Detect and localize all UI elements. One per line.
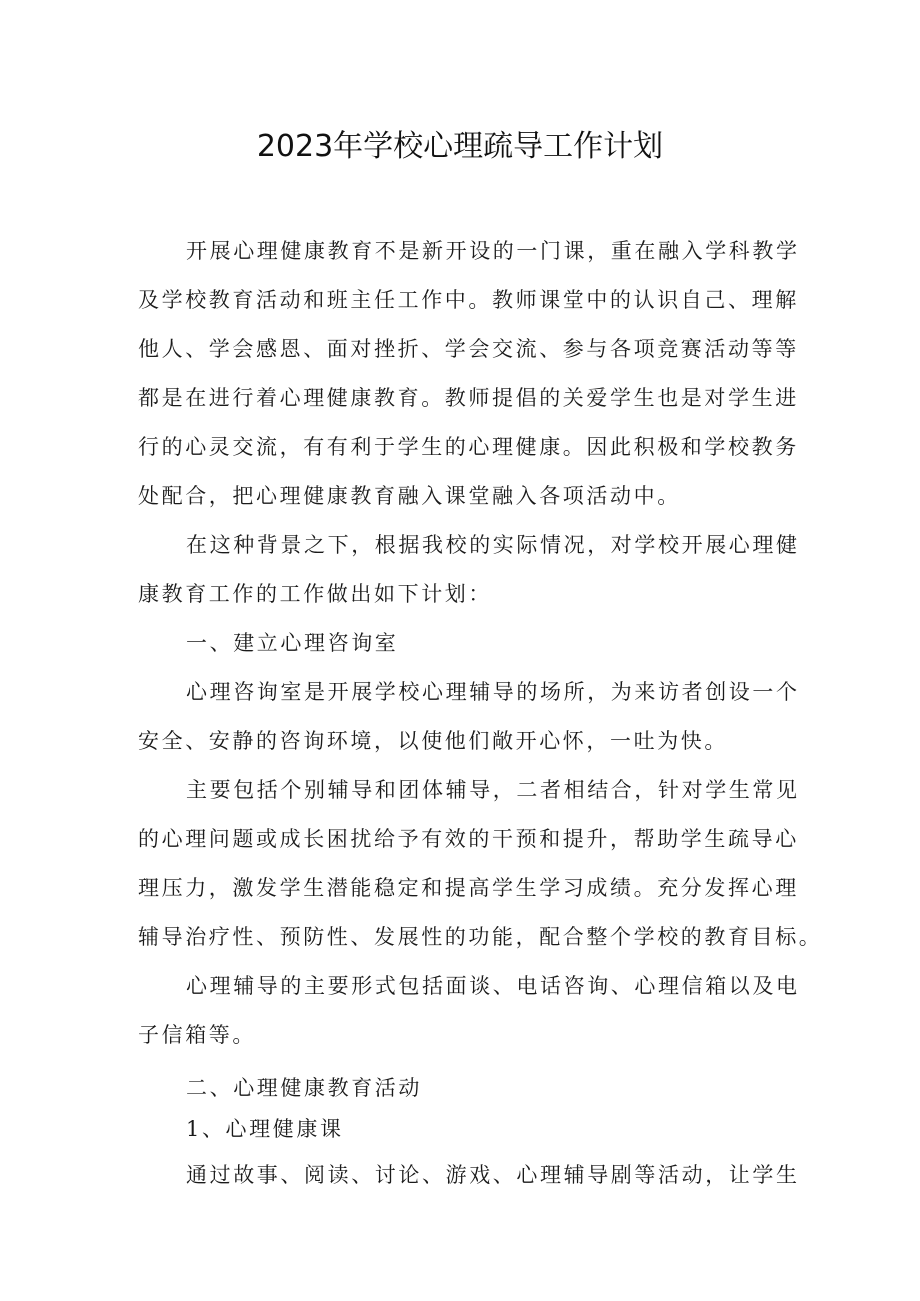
paragraph-line: 处配合，把心理健康教育融入课堂融入各项活动中。 — [138, 484, 681, 508]
paragraph-line: 安全、安静的咨询环境，以使他们敞开心怀，一吐为快。 — [138, 729, 728, 753]
paragraph-line: 及学校教育活动和班主任工作中。教师课堂中的认识自己、理解 — [138, 288, 799, 312]
paragraph-line: 通过故事、阅读、讨论、游戏、心理辅导剧等活动，让学生 — [186, 1163, 800, 1187]
paragraph-line: 辅导治疗性、预防性、发展性的功能，配合整个学校的教育目标。 — [138, 925, 823, 949]
document-title: 2023年学校心理疏导工作计划 — [256, 129, 664, 164]
paragraph-line: 心理辅导的主要形式包括面谈、电话咨询、心理信箱以及电 — [186, 974, 800, 998]
paragraph-line: 康教育工作的工作做出如下计划： — [138, 582, 492, 606]
paragraph-line: 他人、学会感恩、面对挫折、学会交流、参与各项竞赛活动等等 — [138, 337, 799, 361]
paragraph-line: 开展心理健康教育不是新开设的一门课，重在融入学科教学 — [186, 239, 800, 263]
paragraph-line: 心理咨询室是开展学校心理辅导的场所，为来访者创设一个 — [186, 680, 800, 704]
paragraph-line: 在这种背景之下，根据我校的实际情况，对学校开展心理健 — [186, 533, 800, 557]
paragraph-line: 行的心灵交流，有有利于学生的心理健康。因此积极和学校教务 — [138, 435, 799, 459]
paragraph-line: 子信箱等。 — [138, 1023, 256, 1047]
section-heading: 二、心理健康教育活动 — [186, 1076, 422, 1100]
subsection-heading: 1、心理健康课 — [186, 1117, 344, 1141]
paragraph-line: 理压力，激发学生潜能稳定和提高学生学习成绩。充分发挥心理 — [138, 876, 799, 900]
paragraph-line: 主要包括个别辅导和团体辅导，二者相结合，针对学生常见 — [186, 778, 800, 802]
paragraph-line: 都是在进行着心理健康教育。教师提倡的关爱学生也是对学生进 — [138, 386, 799, 410]
section-heading: 一、建立心理咨询室 — [186, 631, 399, 655]
paragraph-line: 的心理问题或成长困扰给予有效的干预和提升，帮助学生疏导心 — [138, 827, 799, 851]
